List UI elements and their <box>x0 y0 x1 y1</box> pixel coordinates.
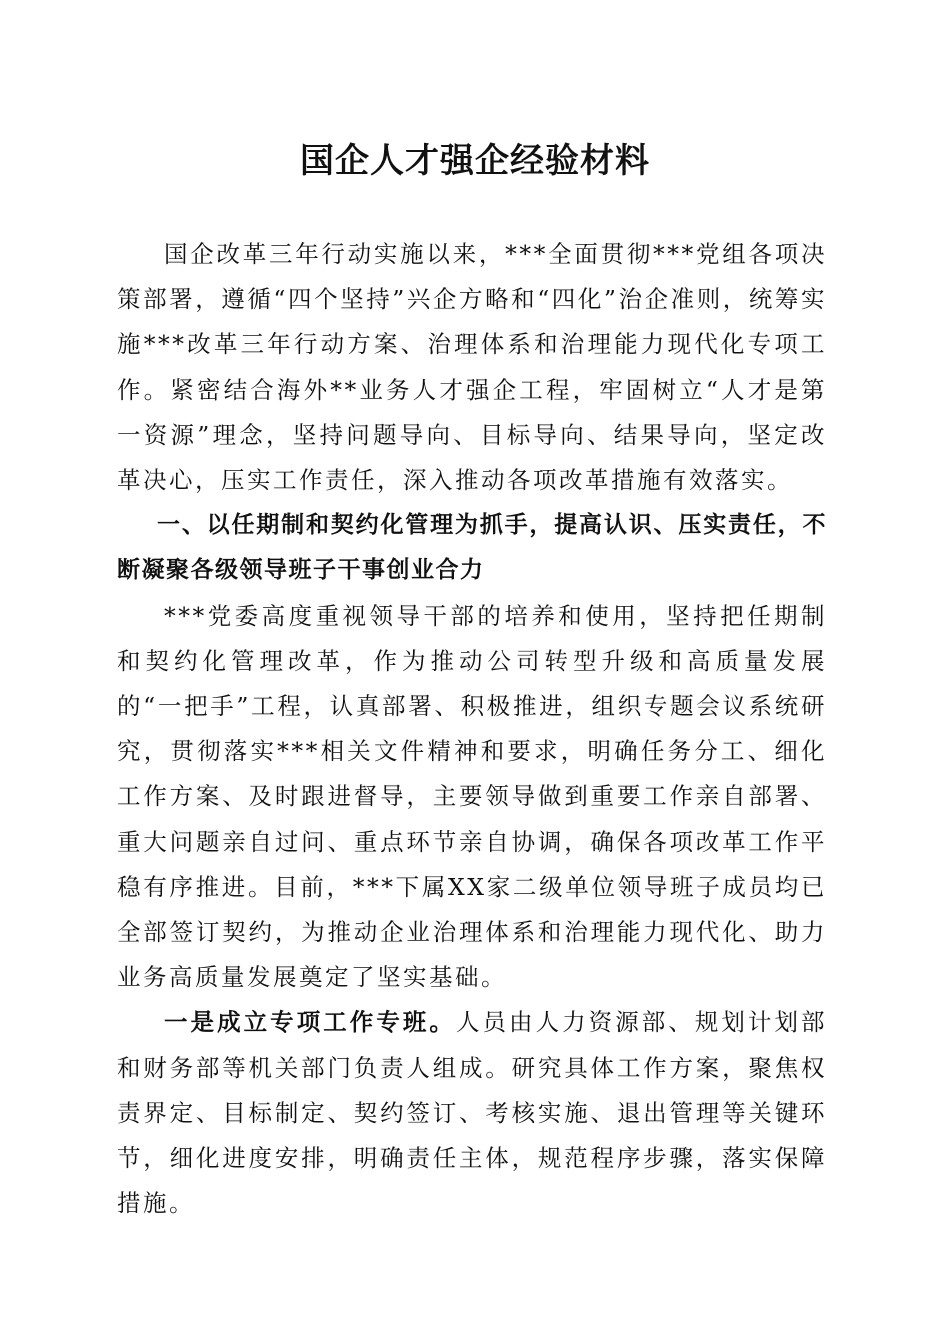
point-1-lead: 一是成立专项工作专班。 <box>164 1008 456 1037</box>
section-1-paragraph: ***党委高度重视领导干部的培养和使用，坚持把任期制和契约化管理改革，作为推动公司转型升级和高质量发展的“一把手”工程，认真部署、积极推进，组织专题会议系统研究，贯彻落实***相关文件精神和要求，明确任务分工、细化工作方案、及时跟进督导，主要领导做到重要工作亲自部署、重大问题亲自过问、重点环节亲自协调，确保各项改革工作平稳有序推进。目前，***下属XX家二级单位领导班子成员均已全部签订契约，为推动企业治理体系和治理能力现代化、助力业务高质量发展奠定了坚实基础。 <box>117 601 827 992</box>
point-1-paragraph <box>117 1000 827 1226</box>
document-title: 国企人才强企经验材料 <box>300 141 650 181</box>
document-body <box>117 232 827 1226</box>
section-heading-1: 一、以任期制和契约化管理为抓手，提高认识、压实责任，不断凝聚各级领导班子干事创业合力 <box>117 512 827 584</box>
intro-paragraph: 国企改革三年行动实施以来，***全面贯彻***党组各项决策部署，遵循“四个坚持”兴企方略和“四化”治企准则，统筹实施***改革三年行动方案、治理体系和治理能力现代化专项工作。紧密结合海外**业务人才强企工程，牢固树立“人才是第一资源”理念，坚持问题导向、目标导向、结果导向，坚定改革决心，压实工作责任，深入推动各项改革措施有效落实。 <box>117 240 827 495</box>
point-1-text: 人员由人力资源部、规划计划部和财务部等机关部门负责人组成。研究具体工作方案，聚焦权责界定、目标制定、契约签订、考核实施、退出管理等关键环节，细化进度安排，明确责任主体，规范程序步骤，落实保障措施。 <box>117 1008 828 1218</box>
